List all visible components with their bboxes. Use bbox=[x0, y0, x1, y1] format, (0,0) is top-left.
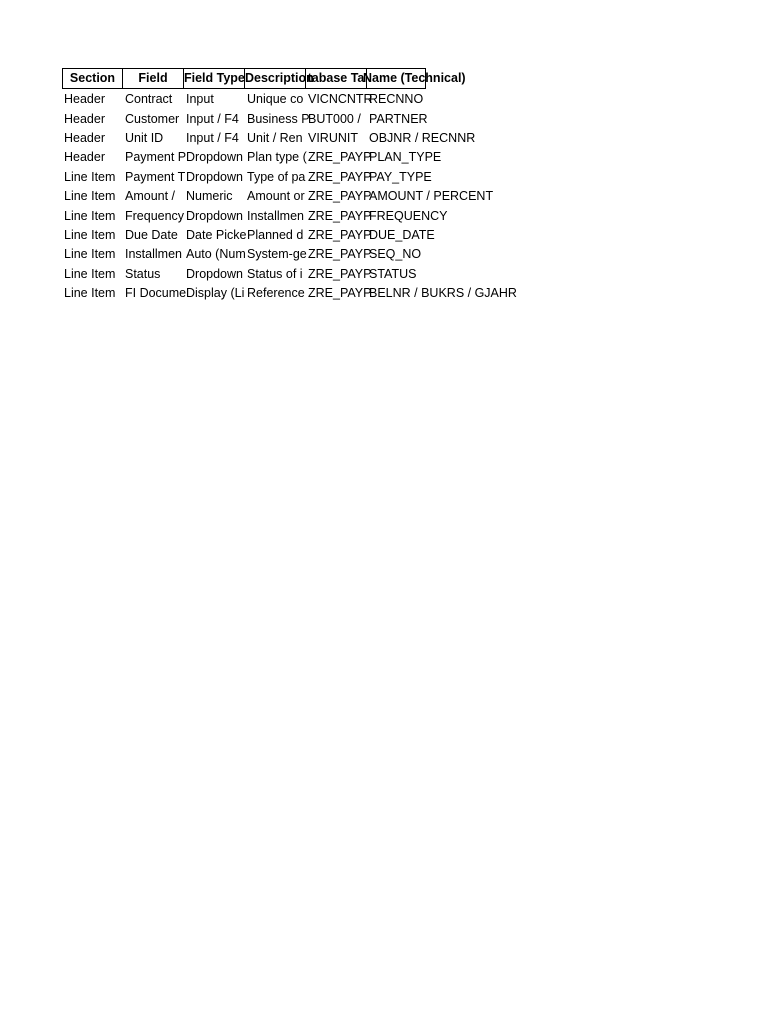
table-cell-field-name[interactable]: OBJNR / RECNNR bbox=[369, 130, 476, 145]
table-row bbox=[62, 284, 517, 303]
table-cell-field[interactable]: Unit ID bbox=[125, 130, 164, 145]
table-cell-field-type[interactable]: Date Picke bbox=[186, 227, 247, 242]
header-cell-section[interactable]: Section bbox=[62, 68, 123, 89]
table-cell-section[interactable]: Header bbox=[64, 150, 105, 165]
table-cell-description[interactable]: Status of i bbox=[247, 266, 303, 281]
table-cell-database-table[interactable]: VIRUNIT bbox=[308, 130, 358, 145]
table-cell-field[interactable]: Contract bbox=[125, 92, 173, 107]
table-cell-field-type[interactable]: Dropdown bbox=[186, 208, 243, 223]
table-cell-field-type[interactable]: Display (Li bbox=[186, 286, 245, 301]
header-cell-description[interactable]: Description bbox=[245, 68, 306, 89]
table-row bbox=[62, 245, 517, 264]
table-cell-database-table[interactable]: BUT000 / bbox=[308, 111, 361, 126]
table-row bbox=[62, 109, 517, 128]
table-cell-field[interactable]: Frequency bbox=[125, 208, 185, 223]
table-cell-section[interactable]: Line Item bbox=[64, 208, 116, 223]
header-cell-field-type[interactable]: Field Type bbox=[184, 68, 245, 89]
table-cell-database-table[interactable]: ZRE_PAYP bbox=[308, 286, 372, 301]
table-cell-field-name[interactable]: RECNNO bbox=[369, 92, 424, 107]
table-cell-field-name[interactable]: DUE_DATE bbox=[369, 227, 435, 242]
table-cell-field-name[interactable]: FREQUENCY bbox=[369, 208, 448, 223]
table-cell-field[interactable]: FI Docume bbox=[125, 286, 187, 301]
table-row bbox=[62, 206, 517, 225]
table-cell-description[interactable]: System-ge bbox=[247, 247, 307, 262]
table-cell-field-type[interactable]: Input bbox=[186, 92, 214, 107]
table-cell-description[interactable]: Unit / Ren bbox=[247, 130, 303, 145]
table-cell-database-table[interactable]: VICNCNTR bbox=[308, 92, 373, 107]
table-cell-section[interactable]: Line Item bbox=[64, 227, 116, 242]
table-cell-field[interactable]: Payment P bbox=[125, 150, 187, 165]
table-cell-field-name[interactable]: PARTNER bbox=[369, 111, 428, 126]
table-cell-description[interactable]: Amount or bbox=[247, 189, 305, 204]
table-cell-description[interactable]: Type of pa bbox=[247, 169, 306, 184]
table-cell-description[interactable]: Business P bbox=[247, 111, 310, 126]
table-cell-field-type[interactable]: Input / F4 bbox=[186, 130, 239, 145]
header-cell-field-name[interactable] bbox=[363, 68, 466, 89]
header-cell-field-name-text: Name (Technical) bbox=[363, 71, 466, 85]
table-cell-description[interactable]: Planned d bbox=[247, 227, 304, 242]
table-cell-description[interactable]: Installmen bbox=[247, 208, 304, 223]
table-cell-field[interactable]: Status bbox=[125, 266, 161, 281]
table-cell-section[interactable]: Header bbox=[64, 111, 105, 126]
table-cell-section[interactable]: Line Item bbox=[64, 247, 116, 262]
header-cell-field[interactable]: Field bbox=[123, 68, 184, 89]
table-cell-field-type[interactable]: Dropdown bbox=[186, 266, 243, 281]
table-cell-field-name[interactable]: STATUS bbox=[369, 266, 417, 281]
table-cell-field[interactable]: Customer bbox=[125, 111, 180, 126]
table-cell-section[interactable]: Header bbox=[64, 130, 105, 145]
table-cell-field[interactable]: Due Date bbox=[125, 227, 178, 242]
table-row bbox=[62, 90, 517, 109]
table-cell-field-type[interactable]: Numeric bbox=[186, 189, 233, 204]
table-cell-field-name[interactable]: PLAN_TYPE bbox=[369, 150, 442, 165]
table-cell-field-name[interactable]: AMOUNT / PERCENT bbox=[369, 189, 494, 204]
table-cell-section[interactable]: Header bbox=[64, 92, 105, 107]
table-row bbox=[62, 226, 517, 245]
table-cell-description[interactable]: Unique co bbox=[247, 92, 304, 107]
table-cell-database-table[interactable]: ZRE_PAYP bbox=[308, 266, 372, 281]
table-cell-field-type[interactable]: Dropdown bbox=[186, 150, 243, 165]
table-row bbox=[62, 168, 517, 187]
table-row bbox=[62, 265, 517, 284]
table-cell-field[interactable]: Installmen bbox=[125, 247, 182, 262]
table-cell-field-name[interactable]: PAY_TYPE bbox=[369, 169, 432, 184]
table-cell-field-name[interactable]: SEQ_NO bbox=[369, 247, 422, 262]
table-cell-section[interactable]: Line Item bbox=[64, 189, 116, 204]
table-cell-description[interactable]: Plan type ( bbox=[247, 150, 307, 165]
table-cell-section[interactable]: Line Item bbox=[64, 286, 116, 301]
table-body bbox=[62, 90, 517, 303]
table-cell-database-table[interactable]: ZRE_PAYP bbox=[308, 208, 372, 223]
table-cell-field-type[interactable]: Dropdown bbox=[186, 169, 243, 184]
table-cell-database-table[interactable]: ZRE_PAYP bbox=[308, 150, 372, 165]
table-cell-database-table[interactable]: ZRE_PAYP bbox=[308, 227, 372, 242]
table-cell-field-type[interactable]: Auto (Num bbox=[186, 247, 246, 262]
header-cell-database-table[interactable]: tabase Ta bbox=[306, 68, 367, 89]
spreadsheet-table bbox=[62, 68, 517, 303]
table-cell-description[interactable]: Reference bbox=[247, 286, 305, 301]
table-cell-section[interactable]: Line Item bbox=[64, 266, 116, 281]
table-cell-field[interactable]: Payment T bbox=[125, 169, 186, 184]
table-cell-field[interactable]: Amount / bbox=[125, 189, 176, 204]
table-cell-database-table[interactable]: ZRE_PAYP bbox=[308, 247, 372, 262]
table-cell-field-type[interactable]: Input / F4 bbox=[186, 111, 239, 126]
table-row bbox=[62, 187, 517, 206]
table-cell-field-name[interactable]: BELNR / BUKRS / GJAHR bbox=[369, 286, 517, 301]
table-cell-database-table[interactable]: ZRE_PAYP bbox=[308, 169, 372, 184]
table-row bbox=[62, 129, 517, 148]
table-header-row bbox=[62, 68, 517, 89]
table-cell-database-table[interactable]: ZRE_PAYP bbox=[308, 189, 372, 204]
table-cell-section[interactable]: Line Item bbox=[64, 169, 116, 184]
table-row bbox=[62, 148, 517, 167]
